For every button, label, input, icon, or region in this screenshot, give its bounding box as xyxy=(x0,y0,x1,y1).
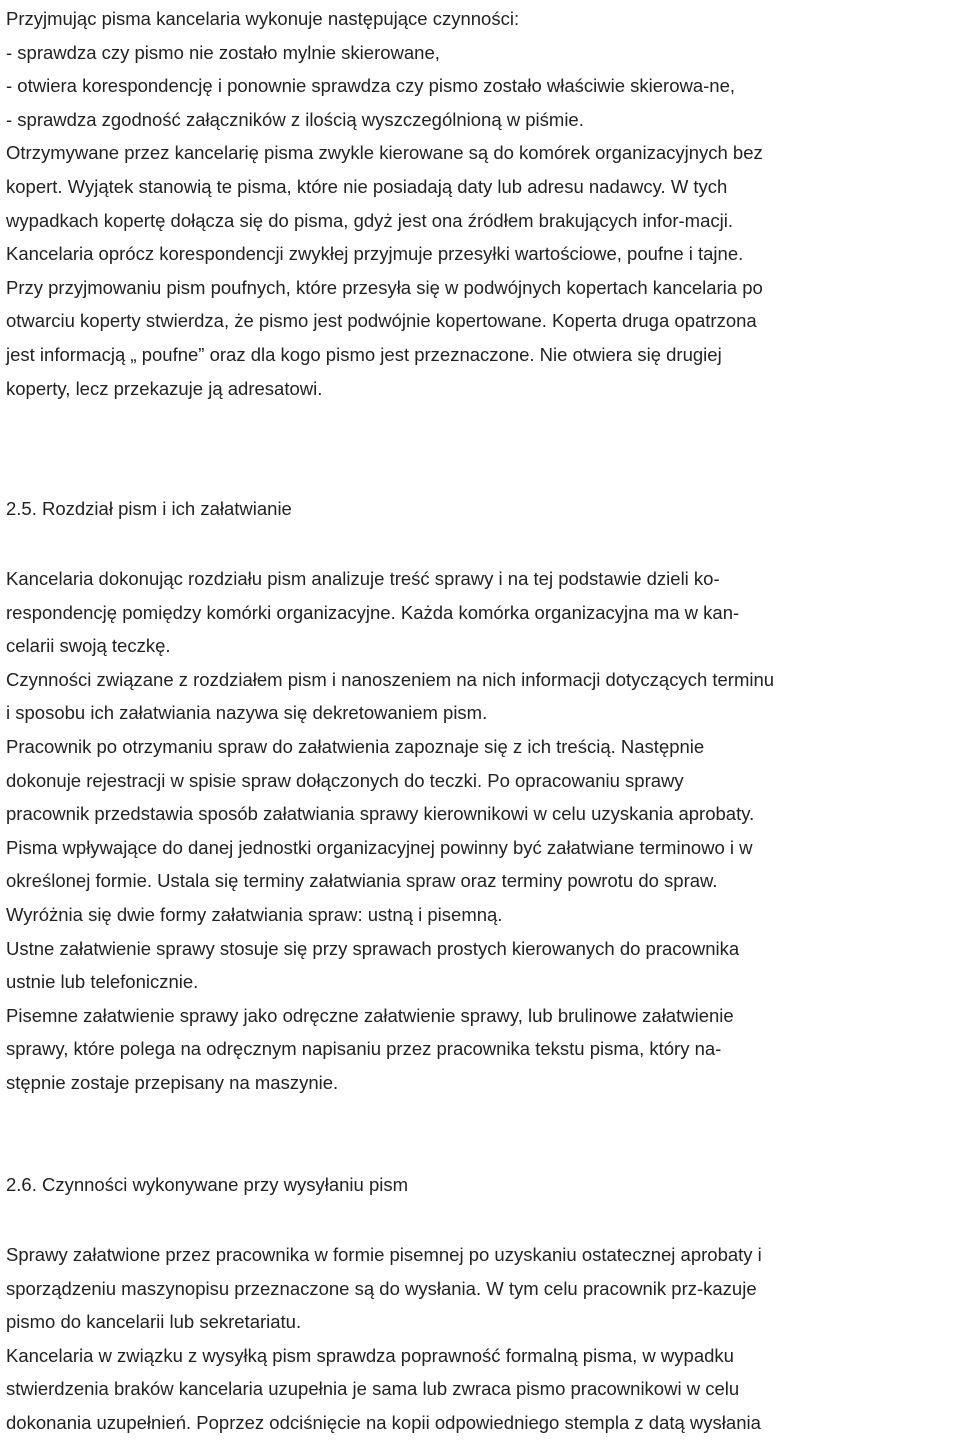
section-heading: 2.6. Czynności wykonywane przy wysyłaniu pism xyxy=(6,1174,409,1195)
text-line: pracownik przedstawia sposób załatwiania sprawy kierownikowi w celu uzyskania aprobaty. xyxy=(6,803,755,825)
text-line: sprawy, które polega na odręcznym napisaniu przez pracownika tekstu pisma, który na- xyxy=(6,1038,722,1060)
text-line: Czynności związane z rozdziałem pism i nanoszeniem na nich informacji dotyczących terminu xyxy=(6,668,775,690)
text-line: Przyjmując pisma kancelaria wykonuje następujące czynności: xyxy=(6,8,520,29)
text-line: Otrzymywane przez kancelarię pisma zwykle kierowane są do komórek organizacyjnych bez xyxy=(6,142,763,164)
text-line: koperty, lecz przekazuje ją adresatowi. xyxy=(6,377,323,399)
text-line: - otwiera korespondencję i ponownie sprawdza czy pismo zostało właściwie skierowa-ne, xyxy=(6,75,736,97)
text-line: Pisma wpływające do danej jednostki organizacyjnej powinny być załatwiane terminowo i w xyxy=(6,836,753,858)
text-line: celarii swoją teczkę. xyxy=(6,635,171,657)
text-line: dokonuje rejestracji w spisie spraw dołączonych do teczki. Po opracowaniu sprawy xyxy=(6,769,684,791)
text-line: - sprawdza zgodność załączników z ilością wyszczególnioną w piśmie. xyxy=(6,108,584,130)
text-line: Sprawy załatwione przez pracownika w formie pisemnej po uzyskaniu ostatecznej aprobaty i xyxy=(6,1244,762,1265)
text-line: stępnie zostaje przepisany na maszynie. xyxy=(6,1071,339,1093)
section-body-2-6 xyxy=(6,1238,954,1440)
text-line: Kancelaria oprócz korespondencji zwykłej przyjmuje przesyłki wartościowe, poufne i tajne. xyxy=(6,243,744,265)
section-heading-2-5 xyxy=(6,492,954,526)
text-line: kopert. Wyjątek stanowią te pisma, które nie posiadają daty lub adresu nadawcy. W tych xyxy=(6,175,728,197)
text-line: i sposobu ich załatwiania nazywa się dekretowaniem pism. xyxy=(6,702,488,724)
section-heading-2-6 xyxy=(6,1168,954,1202)
text-line: Pisemne załatwienie sprawy jako odręczne załatwienie sprawy, lub brulinowe załatwienie xyxy=(6,1004,734,1026)
text-line: otwarciu koperty stwierdza, że pismo jest podwójnie kopertowane. Koperta druga opatrzona xyxy=(6,310,757,332)
text-line: Kancelaria dokonując rozdziału pism analizuje treść sprawy i na tej podstawie dzieli ko- xyxy=(6,568,720,589)
text-line: stwierdzenia braków kancelaria uzupełnia je sama lub zwraca pismo pracownikowi w celu xyxy=(6,1378,740,1400)
section-heading: 2.5. Rozdział pism i ich załatwianie xyxy=(6,498,292,519)
text-line: respondencję pomiędzy komórki organizacyjne. Każda komórka organizacyjna ma w kan- xyxy=(6,601,740,623)
text-line: Pracownik po otrzymaniu spraw do załatwienia zapoznaje się z ich treścią. Następnie xyxy=(6,735,705,757)
text-line: Ustne załatwienie sprawy stosuje się przy sprawach prostych kierowanych do pracownika xyxy=(6,937,740,959)
text-line: Kancelaria w związku z wysyłką pism sprawdza poprawność formalną pisma, w wypadku xyxy=(6,1344,734,1366)
text-line: pismo do kancelarii lub sekretariatu. xyxy=(6,1311,302,1333)
text-line: określonej formie. Ustala się terminy załatwiania spraw oraz terminy powrotu do spraw. xyxy=(6,870,718,892)
text-line: dokonania uzupełnień. Poprzez odciśnięcie na kopii odpowiedniego stempla z datą wysłania xyxy=(6,1411,761,1433)
text-line: sporządzeniu maszynopisu przeznaczone są do wysłania. W tym celu pracownik prz-kazuje xyxy=(6,1277,757,1299)
text-line: Przy przyjmowaniu pism poufnych, które przesyła się w podwójnych kopertach kancelaria po xyxy=(6,276,763,298)
text-line: jest informacją „ poufne” oraz dla kogo pismo jest przeznaczone. Nie otwiera się drugiej xyxy=(6,343,722,365)
intro-section xyxy=(6,2,954,405)
section-body-2-5 xyxy=(6,562,954,1100)
text-line: Wyróżnia się dwie formy załatwiania spraw: ustną i pisemną. xyxy=(6,903,503,925)
text-line: - sprawdza czy pismo nie zostało mylnie skierowane, xyxy=(6,41,440,63)
text-line: ustnie lub telefonicznie. xyxy=(6,971,199,993)
text-line: wypadkach kopertę dołącza się do pisma, gdyż jest ona źródłem brakujących infor-macji. xyxy=(6,209,733,231)
